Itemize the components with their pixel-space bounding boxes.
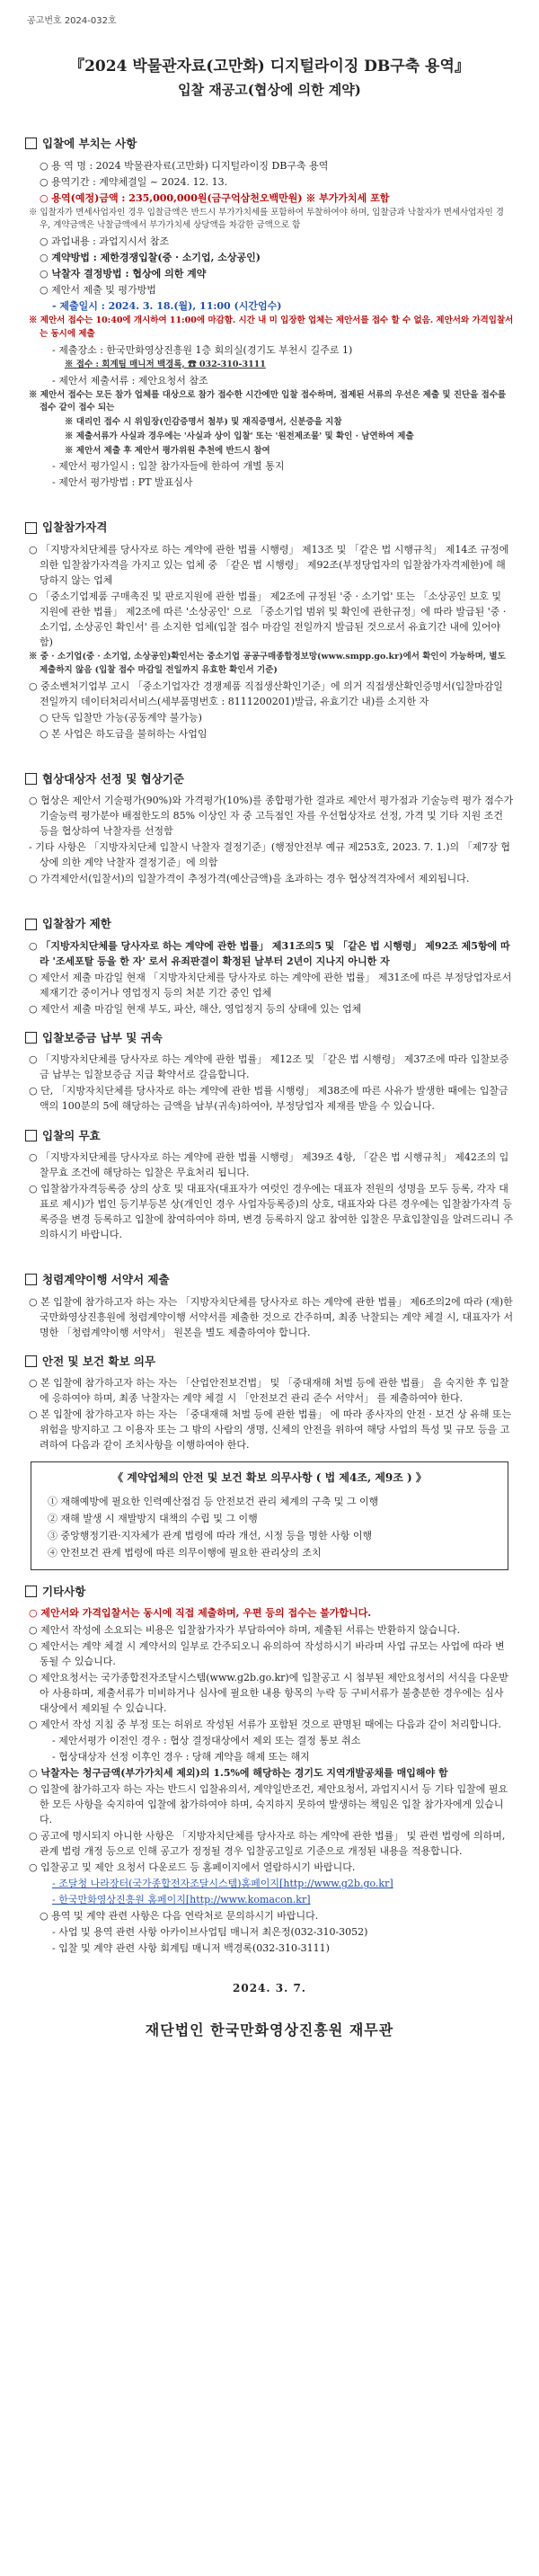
checkbox-square-icon	[25, 1130, 37, 1141]
item-submit-note5: ※ 제안서 제출 후 제안서 평가위원 추천에 반드시 참여	[65, 445, 270, 456]
checkbox-square-icon	[25, 1586, 37, 1597]
list-item: ○ 「지방자치단체를 당사자로 하는 계약에 관한 법률」 제31조의5 및 「같은 법 시행령」 제92조 제5항에 따라 '조세포탈 등을 한 자' 로서 유죄판결이 확정된 날부터 2년이 지나지 아니한 자	[29, 939, 510, 967]
section-heading: 청렴계약이행 서약서 제출	[25, 1271, 514, 1288]
list-item: - 사업 및 용역 관련 사항 아카이브사업팀 매니저 최은정(032-310-3052)	[52, 1926, 368, 1939]
item-submit-docs: - 제안서 제출서류 : 제안요청서 참조	[52, 374, 208, 386]
checkbox-square-icon	[25, 522, 37, 534]
list-item: ○ 본 사업은 하도급을 불허하는 사업임	[40, 727, 208, 740]
item-project-name: ○ 용 역 명 : 2024 박물관자료(고만화) 디지털라이징 DB구축 용역	[40, 159, 329, 172]
item-submit-note2: ※ 제안서 접수는 모든 참가 업체를 대상으로 참가 접수한 시간에만 입찰 접수하며, 접제된 서류의 우선은 제출 및 진단을 접수를 접수 같이 접수 되는	[29, 389, 507, 413]
section-heading: 입찰에 부치는 사항	[25, 135, 514, 152]
list-item-note: ※ 중 · 소기업(중 · 소기업, 소상공인)확인서는 중소기업 공공구매종합정보망(www.smpp.go.kr)에서 확인이 가능하며, 별도 제출하지 않음 (입찰 접수 마감일 전일까지 유효한 확인서 기준)	[29, 652, 506, 675]
list-item: ○ 제안서 제출 마감일 현재 「지방자치단체를 당사자로 하는 계약에 관한 법률」 제31조에 따른 부정당업자로서 제재기간 중이거나 영업정지 등의 처분 기간 중인 업체	[29, 971, 512, 999]
list-item: ○ 입찰공고 및 제안 요청서 다운로드 등 홈페이지에서 열람하시기 바랍니다.	[29, 1861, 356, 1874]
list-item: ○ 단, 「지방자치단체를 당사자로 하는 계약에 관한 법률 시행령」 제38조에 따른 사유가 발생한 때에는 입찰금액의 100분의 5에 해당하는 금액을 납부(귀속)하여야, 부정당업자 제재를 받을 수 있습니다.	[29, 1085, 508, 1113]
list-item: ○ 「지방자치단체를 당사자로 하는 계약에 관한 법률 시행령」 제39조 4항, 「같은 법 시행규칙」 제42조의 입찰무효 조건에 해당하는 입찰은 무효처리 됩니다.	[29, 1150, 509, 1178]
list-item: ○ 중소벤처기업부 고시 「중소기업자간 경쟁제품 직접생산확인기준」에 의거 직접생산확인증명서(입찰마감일 전일까지 데이터처리서비스(세부품명번호 : 8111200201)발급, 유효기간 내)를 소지한 자	[29, 680, 503, 707]
list-item: ○ 공고에 명시되지 아니한 사항은 「지방자치단체를 당사자로 하는 계약에 관한 법률」 및 관련 법령에 의하며, 관계 법령 개정 등으로 인해 공고가 정정될 경우 입찰공고일로 기준으로 개정된 내용을 적용합니다.	[29, 1830, 506, 1858]
item-contract-method: ○ 계약방법 : 제한경쟁입찰(중 · 소기업, 소상공인)	[40, 252, 261, 264]
checkbox-square-icon	[25, 1355, 37, 1367]
notice-title: 『2024 박물관자료(고만화) 디지털라이징 DB구축 용역』	[69, 57, 470, 76]
item-eval-date: - 제안서 평가일시 : 입찰 참가자들에 한하여 개별 통지	[52, 460, 285, 473]
section-misc	[25, 1583, 514, 1956]
komacon-link[interactable]: - 한국만화영상진흥원 홈페이지[http://www.komacon.kr]	[52, 1894, 311, 1906]
list-item: ○ 입찰에 참가하고자 하는 자는 반드시 입찰유의서, 계약일반조건, 제안요청서, 과업지시서 등 기타 입찰에 필요한 모든 사항을 숙지하여 입찰에 참가하여야 하며, 숙지하지 못하여 발생하는 책임은 입찰 참가자에게 있습니다.	[29, 1782, 508, 1826]
list-item: ○ 가격제안서(입찰서)의 입찰가격이 추정가격(예산금액)을 초과하는 경우 협상적격자에서 제외됩니다.	[29, 873, 470, 885]
list-item: - 입찰 및 계약 관련 사항 회계팀 매니저 백경록(032-310-3111)	[52, 1942, 330, 1955]
list-item: ○ 제안서 제출 마감일 현재 부도, 파산, 해산, 영업정지 등의 상태에 있는 업체	[29, 1002, 362, 1015]
item-period: ○ 용역기간 : 계약체결일 ~ 2024. 12. 13.	[40, 175, 228, 188]
list-item: ○ 입찰참가자격등록증 상의 상호 및 대표자(대표자가 여럿인 경우에는 대표자 전원의 성명을 모두 등록, 각자 대표로 제시)가 법인 등기부등본 상(개인인 경우 사업자등록증)의 상호, 대표자와 다른 경우에는 입찰참가자격 등록증을 변경 등록하고 입찰에 참여하여야 하며, 변경 등록하지 않고 참여한 입찰은 무효입찰임을 알려드리니 주의하시기 바랍니다.	[29, 1183, 514, 1241]
list-item: ○ 본 입찰에 참가하고자 하는 자는 「산업안전보건법」 및 「중대재해 처벌 등에 관한 법률」 을 숙지한 후 입찰에 응하여야 하며, 최종 낙찰자는 계약 체결 시 「안전보건 관리 준수 서약서」 를 제출하여야 한다.	[29, 1377, 509, 1405]
list-item: - 제안서평가 이전인 경우 : 협상 결정대상에서 제외 또는 결정 통보 취소	[52, 1734, 361, 1746]
list-item: - 기타 사항은 「지방자치단체 입찰시 낙찰자 결정기준」(행정안전부 예규 제253호, 2023. 7. 1.)의 「제7장 협상에 의한 계약 낙찰자 결정기준」에 의함	[29, 841, 511, 869]
list-item: ○ 「지방자치단체를 당사자로 하는 계약에 관한 법률」 제12조 및 「같은 법 시행령」 제37조에 따라 입찰보증금 납부는 입찰보증금 지급 확약서로 갈음합니다.	[29, 1053, 509, 1081]
item-submit-date: - 제출일시 : 2024. 3. 18.(월), 11:00 (시간엄수)	[52, 300, 282, 313]
section-eligibility	[25, 519, 514, 741]
section-invalid	[25, 1127, 514, 1243]
item-submit-note4: ※ 제출서류가 사실과 경우에는 '사실과 상이 입찰' 또는 '원전제조물' 및 확인 · 남연하여 제출	[65, 431, 414, 441]
item-submit-note3: ※ 대리인 접수 시 위임장(인감증명서 첨부) 및 재직증명서, 신분증을 지참	[65, 417, 342, 428]
issuer-name: 재단법인 한국만화영상진흥원 재무관	[145, 2021, 394, 2039]
item-submit-contact: ※ 접수 : 회계팀 매니저 백경록, ☎ 032-310-3111	[65, 359, 266, 369]
section-integrity	[25, 1271, 514, 1340]
section-restriction	[25, 915, 514, 1017]
list-item: ○ 제안서 작성에 소요되는 비용은 입찰참가자가 부담하여야 하며, 제출된 서류는 반환하지 않습니다.	[29, 1623, 461, 1636]
notice-subtitle: 입찰 재공고(협상에 의한 계약)	[178, 82, 361, 98]
section-negotiation	[25, 770, 514, 887]
notice-date: 2024. 3. 7.	[233, 1981, 306, 1994]
checkbox-square-icon	[25, 138, 37, 149]
item-vat-note: ※ 입찰자가 면세사업자인 경우 입찰금액은 반드시 부가가치세를 포함하여 투찰하여야 하며, 입찰금과 낙찰자가 면세사업자인 경우, 계약금액은 낙찰금액에서 부가가치세 상당액을 차감한 금액으로 함	[29, 207, 504, 231]
item-submit-note: ※ 제안서 접수는 10:40에 개시하여 11:00에 마감함. 시간 내 미 입장한 업체는 제안서를 접수 할 수 없음. 제안서와 가격입찰서는 동시에 제출	[29, 315, 514, 340]
section-heading: 입찰보증금 납부 및 귀속	[25, 1029, 514, 1046]
list-item: ○ 용역 및 계약 관련 사항은 다음 연락처로 문의하시기 바랍니다.	[40, 1910, 319, 1923]
item-award-method: ○ 낙찰자 결정방법 : 협상에 의한 계약	[40, 268, 207, 280]
list-item: ○ 낙찰자는 청구금액(부가가치세 제외)의 1.5%에 해당하는 경기도 지역개발공채를 매입해야 함	[29, 1766, 448, 1779]
list-item: ○ 단독 입찰만 가능(공동계약 불가능)	[40, 711, 202, 724]
item-budget: ○ 용역(예정)금액 : 235,000,000원(금구억삼천오백만원) ※ 부가가치세 포함	[40, 191, 390, 204]
list-item: - 협상대상자 선정 이후인 경우 : 당해 계약을 해제 또는 해지	[52, 1750, 310, 1763]
section-deposit	[25, 1029, 514, 1115]
list-item: ○ 제안서와 가격입찰서는 동시에 직접 제출하며, 우편 등의 접수는 불가합니다.	[29, 1607, 372, 1620]
list-item: ○ 제안서는 계약 체결 시 계약서의 일부로 간주되오니 유의하여 작성하시기 바라며 사업 규모는 사업에 따라 변동될 수 있습니다.	[29, 1639, 505, 1667]
section-bid-items	[25, 135, 514, 490]
g2b-link[interactable]: - 조달청 나라장터(국가종합전자조달시스템)홈페이지[http://www.g2b.go.kr]	[52, 1878, 393, 1890]
section-heading: 입찰참가자격	[25, 519, 514, 536]
safety-obligations-box	[31, 1461, 508, 1570]
section-heading: 기타사항	[25, 1583, 514, 1600]
section-heading: 안전 및 보건 확보 의무	[25, 1353, 514, 1370]
item-eval-method: - 제안서 평가방법 : PT 발표심사	[52, 476, 193, 489]
section-safety	[25, 1353, 514, 1570]
checkbox-square-icon	[25, 1032, 37, 1044]
checkbox-square-icon	[25, 1274, 37, 1285]
list-item: ○ 제안요청서는 국가종합전자조달시스템(www.g2b.go.kr)에 입찰공고 시 첨부된 제안요청서의 서식을 다운받아 사용하며, 제출서류가 미비하거나 심사에 필요한 내용 항목의 누락 등 구비서류가 불충분한 경우에는 심사 대상에서 제외될 수 있습니다.	[29, 1671, 508, 1714]
list-item: ○ 협상은 제안서 기술평가(90%)와 가격평가(10%)를 종합평가한 결과로 제안서 평가점과 기술능력 평가 점수가 기술능력 평가분야 배점한도의 85% 이상인 자 중 고득점인 자를 우선협상자로 선정, 가격 및 기타 지원 조건 등을 협상하여 낙찰자를 선정함	[29, 795, 514, 838]
list-item: ○ 본 입찰에 참가하고자 하는 자는 「중대재해 처벌 등에 관한 법률」 에 따라 종사자의 안전 · 보건 상 유해 또는 위험을 방지하고 그 이용자 또는 그 밖의 사람의 생명, 신체의 안전을 위하여 해당 사업의 특성 및 규모 등을 고려하여 다음과 같이 조치사항을 이행하여야 한다.	[29, 1408, 512, 1452]
section-heading: 협상대상자 선정 및 협상기준	[25, 770, 514, 787]
checkbox-square-icon	[25, 773, 37, 785]
safety-box-item: ④ 안전보건 관계 법령에 따른 의무이행에 필요한 관리상의 조치	[48, 1547, 322, 1559]
notice-number: 공고번호 2024-032호	[27, 16, 117, 26]
section-heading: 입찰참가 제한	[25, 915, 514, 932]
list-item: ○ 「지방자치단체를 당사자로 하는 계약에 관한 법률 시행령」 제13조 및 「같은 법 시행규칙」 제14조 규정에 의한 입찰참가자격을 가지고 있는 업체 중 「같은 법 시행령」 제92조(부정당업자의 입찰참가자격제한)에 해당하지 않는 업체	[29, 543, 509, 586]
list-item: ○ 본 입찰에 참가하고자 하는 자는 「지방자치단체를 당사자로 하는 계약에 관한 법률」 제6조의2에 따라 (재)한국만화영상진흥원에 청렴계약이행 서약서를 제출한 것으로 간주하며, 최종 낙찰되는 계약 체결 시, 대표자가 서명한 「청렴계약이행 서약서」 원본을 별도 제출하여야 합니다.	[29, 1295, 514, 1338]
item-submit-place: - 제출장소 : 한국만화영상진흥원 1층 회의실(경기도 부천시 길주로 1)	[52, 343, 353, 356]
list-item: ○ 「중소기업제품 구매촉진 및 판로지원에 관한 법률」 제2조에 규정된 '중 · 소기업' 또는 「소상공인 보호 및 지원에 관한 법률」 제2조에 따른 '소상공인' 으로 「중소기업 범위 및 확인에 관한규정」에 따라 발급된 '중 · 소기업, 소상공인 확인서' 를 소지한 업체(입찰 접수 마감일 전일까지 발급된 것으로서 유효기간 내에 있어야 함)	[29, 590, 507, 649]
safety-box-title: 《 계약업체의 안전 및 보건 확보 의무사항 ( 법 제4조, 제9조 ) 》	[112, 1471, 427, 1485]
list-item: ○ 제안서 작성 지침 중 부정 또는 허위로 작성된 서류가 포함된 것으로 판명된 때에는 다음과 같이 처리합니다.	[29, 1718, 501, 1730]
item-task: ○ 과업내용 : 과업지시서 참조	[40, 235, 170, 248]
section-heading: 입찰의 무효	[25, 1127, 514, 1144]
checkbox-square-icon	[25, 919, 37, 930]
item-proposal-submit: ○ 제안서 제출 및 평가방법	[40, 284, 156, 297]
safety-box-item: ② 재해 발생 시 재발방지 대책의 수립 및 그 이행	[48, 1512, 258, 1524]
safety-box-item: ③ 중앙행정기관·지자체가 관계 법령에 따라 개선, 시정 등을 명한 사항 이행	[48, 1530, 373, 1541]
safety-box-item: ① 재해예방에 필요한 인력예산점검 등 안전보건 관리 체계의 구축 및 그 이행	[48, 1495, 379, 1507]
